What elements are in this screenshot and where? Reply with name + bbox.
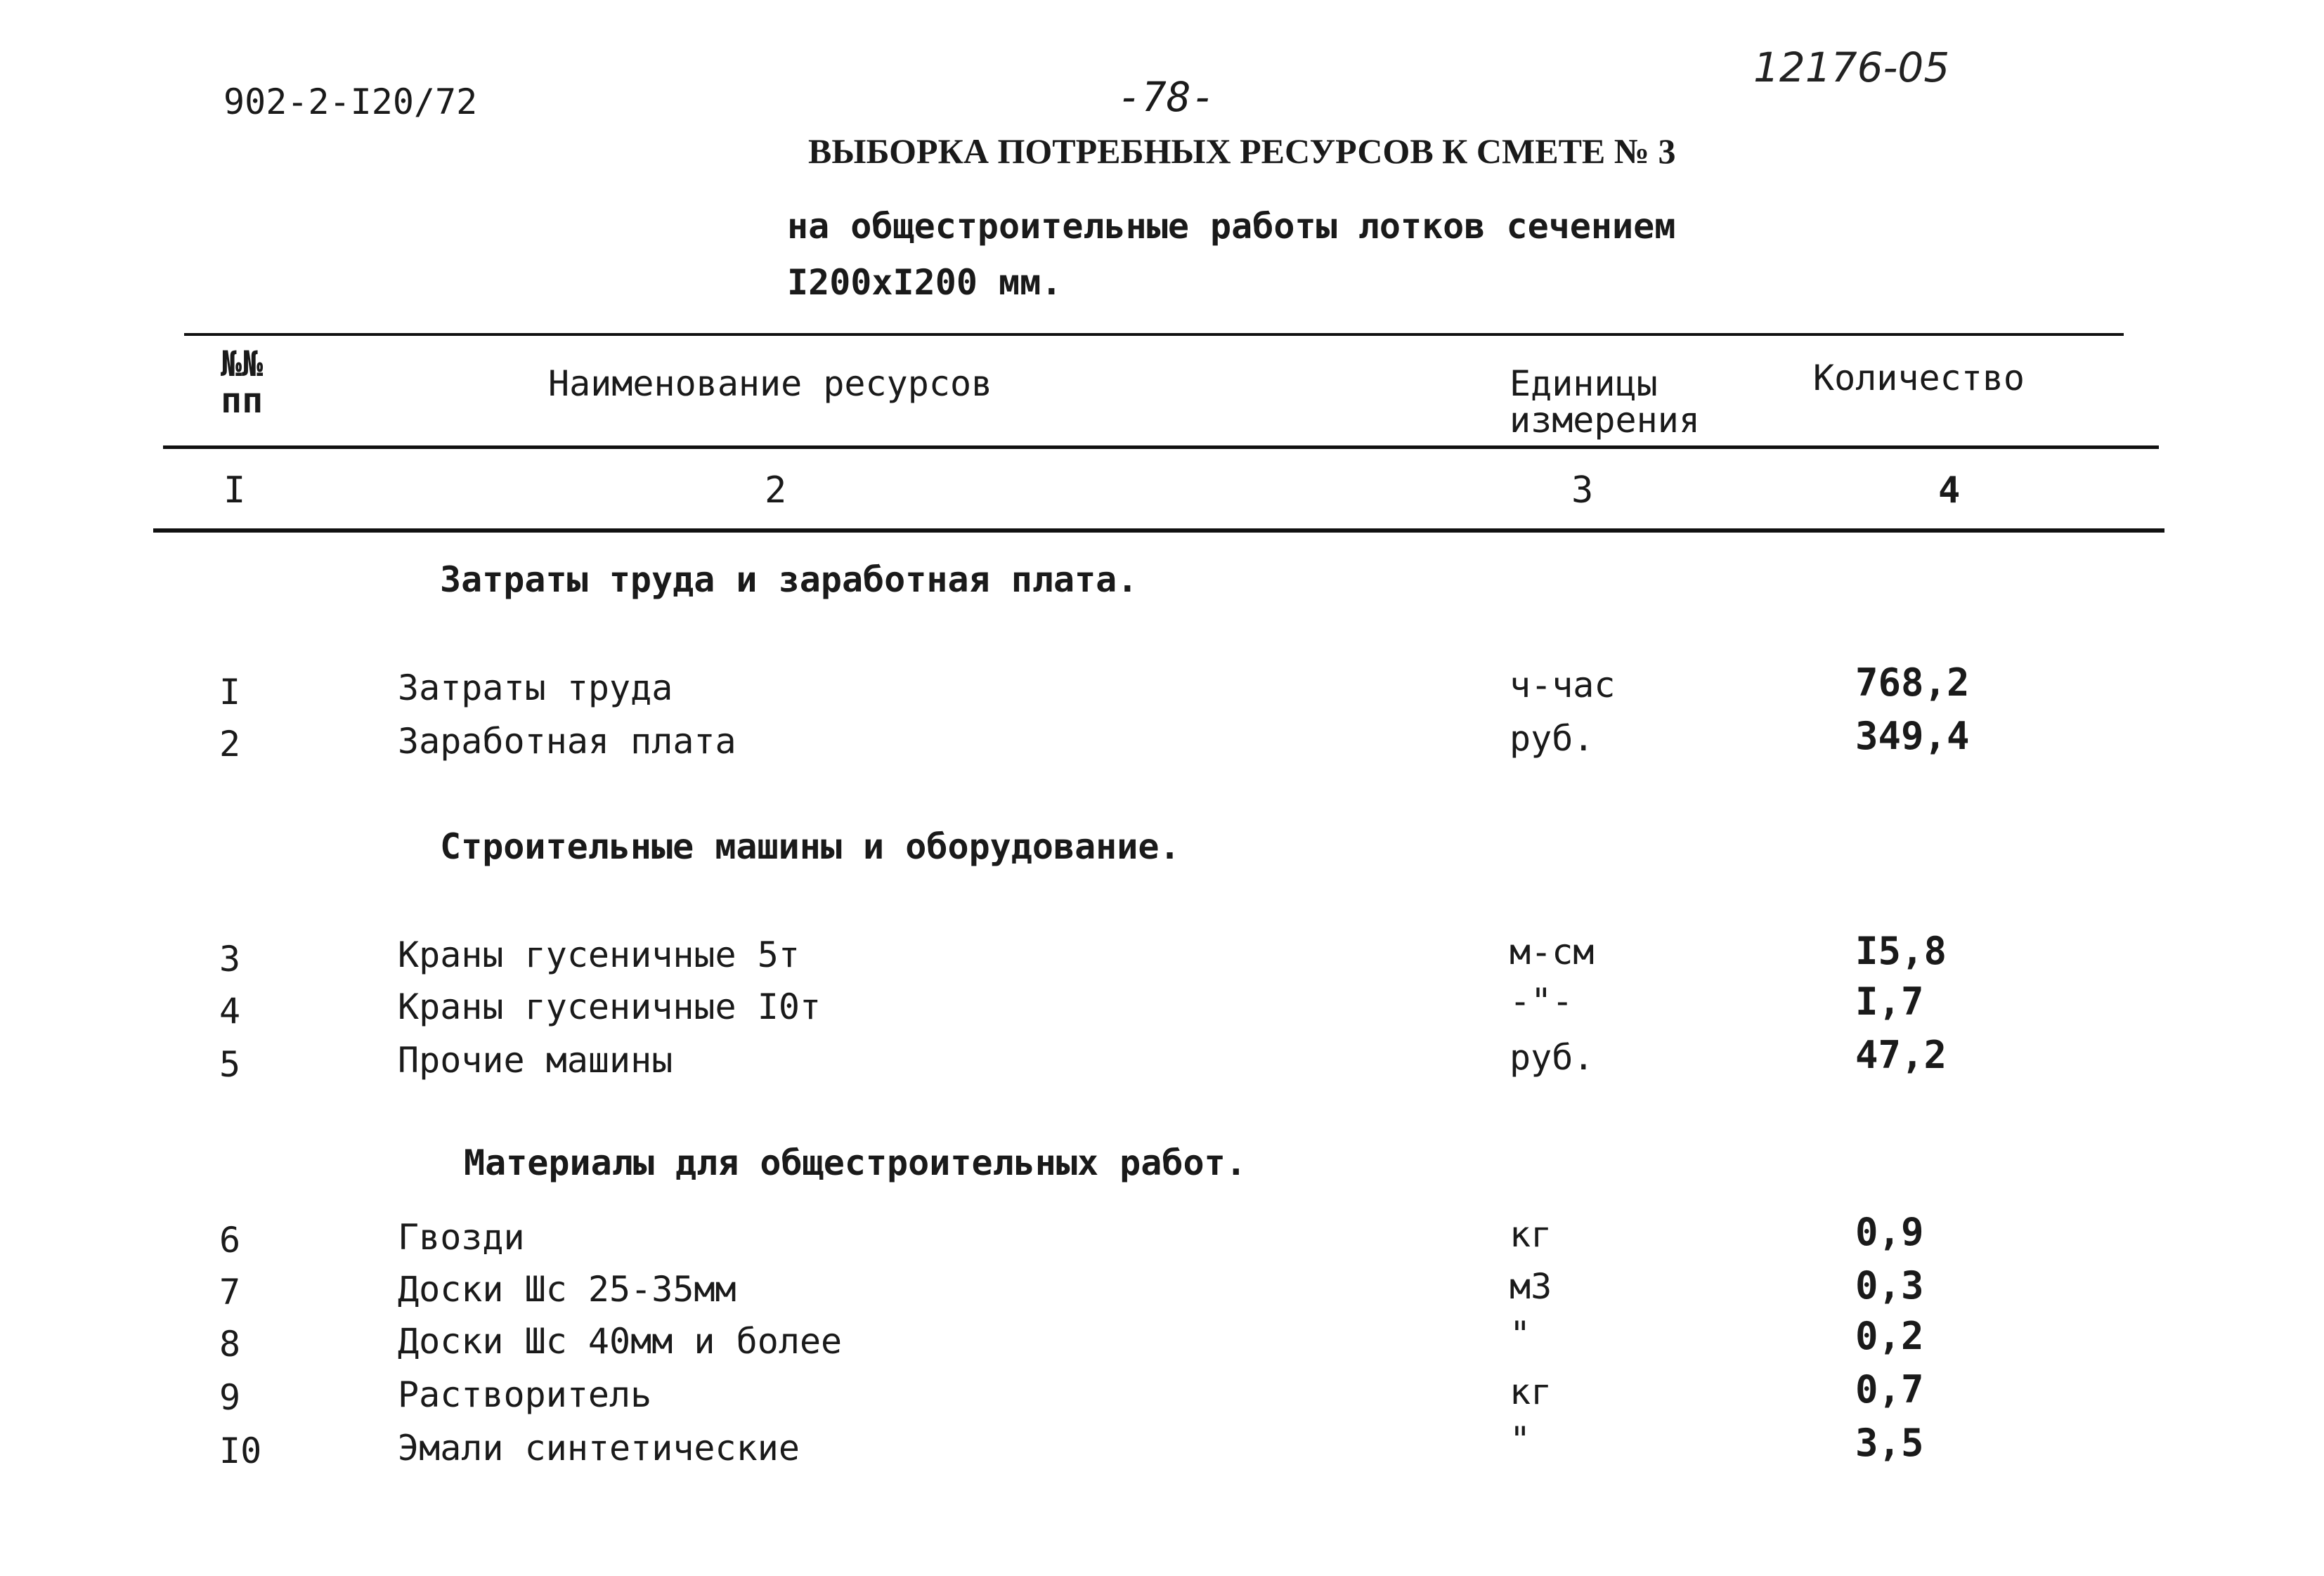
row-number: 7 xyxy=(219,1272,241,1313)
row-unit: " xyxy=(1510,1419,1531,1460)
row-unit: м-см xyxy=(1510,932,1595,972)
col-number-3: 3 xyxy=(1571,469,1594,512)
row-number: I xyxy=(219,672,241,712)
subtitle-line-1: на общестроительные работы лотков сечением xyxy=(787,206,1676,247)
row-quantity: 0,9 xyxy=(1855,1210,1924,1254)
row-number: 3 xyxy=(219,939,241,979)
row-quantity: 0,3 xyxy=(1855,1263,1924,1308)
col-number-4: 4 xyxy=(1938,469,1961,512)
row-quantity: 3,5 xyxy=(1855,1421,1924,1465)
col-header-number: №№ пп xyxy=(221,344,264,421)
row-quantity: I,7 xyxy=(1855,979,1924,1024)
col-header-name: Наименование ресурсов xyxy=(548,363,993,404)
colnum-bottom-rule xyxy=(153,528,2164,533)
col-number-1: I xyxy=(223,469,246,512)
row-number: 4 xyxy=(219,991,241,1031)
row-quantity: 768,2 xyxy=(1855,660,1970,705)
row-name: Краны гусеничные 5т xyxy=(398,934,800,975)
row-name: Затраты труда xyxy=(398,667,673,708)
row-unit: " xyxy=(1510,1314,1531,1355)
row-quantity: 0,2 xyxy=(1855,1314,1924,1358)
row-unit: м3 xyxy=(1510,1266,1552,1307)
registration-number: 12176-05 xyxy=(1753,44,1950,91)
col-header-unit xyxy=(1510,363,1700,441)
row-number: 9 xyxy=(219,1377,241,1418)
row-name: Эмали синтетические xyxy=(398,1428,800,1468)
row-name: Прочие машины xyxy=(398,1040,673,1081)
page-number: -78- xyxy=(1117,73,1216,121)
row-name: Доски Шс 40мм и более xyxy=(398,1321,843,1362)
header-bottom-rule xyxy=(163,445,2159,449)
row-unit: кг xyxy=(1510,1372,1552,1412)
section-title-materials: Материалы для общестроительных работ. xyxy=(464,1142,1247,1183)
row-name: Растворитель xyxy=(398,1374,652,1415)
row-name: Краны гусеничные I0т xyxy=(398,986,822,1027)
row-quantity: 0,7 xyxy=(1855,1367,1924,1412)
section-title-machines: Строительные машины и оборудование. xyxy=(440,826,1181,867)
row-unit: -"- xyxy=(1510,981,1573,1022)
row-number: 6 xyxy=(219,1220,241,1261)
row-name: Гвозди xyxy=(398,1217,525,1258)
col-header-quantity: Количество xyxy=(1813,358,2025,398)
row-quantity: I5,8 xyxy=(1855,929,1947,973)
col-header-unit-line-1: Единицы xyxy=(1510,363,1658,404)
row-number: I0 xyxy=(219,1431,262,1471)
row-quantity: 47,2 xyxy=(1855,1033,1947,1077)
row-name: Доски Шс 25-35мм xyxy=(398,1269,736,1310)
section-title-labor: Затраты труда и заработная плата. xyxy=(440,559,1138,600)
row-number: 8 xyxy=(219,1324,241,1365)
row-number: 2 xyxy=(219,724,241,764)
col-header-unit-line-2: измерения xyxy=(1510,400,1700,441)
subtitle-line-2: I200хI200 мм. xyxy=(787,262,1063,303)
document-code: 902-2-I20/72 xyxy=(223,82,478,122)
page-subtitle xyxy=(787,198,1675,311)
row-unit: руб. xyxy=(1510,1037,1595,1078)
page-title: ВЫБОРКА ПОТРЕБНЫХ РЕСУРСОВ К СМЕТЕ № 3 xyxy=(808,131,1676,171)
row-quantity: 349,4 xyxy=(1855,714,1970,758)
row-unit: ч-час xyxy=(1510,665,1616,705)
row-unit: руб. xyxy=(1510,718,1595,759)
row-name: Заработная плата xyxy=(398,721,736,762)
col-number-2: 2 xyxy=(765,469,787,512)
row-number: 5 xyxy=(219,1044,241,1085)
row-unit: кг xyxy=(1510,1214,1552,1255)
table-top-rule xyxy=(184,333,2124,336)
